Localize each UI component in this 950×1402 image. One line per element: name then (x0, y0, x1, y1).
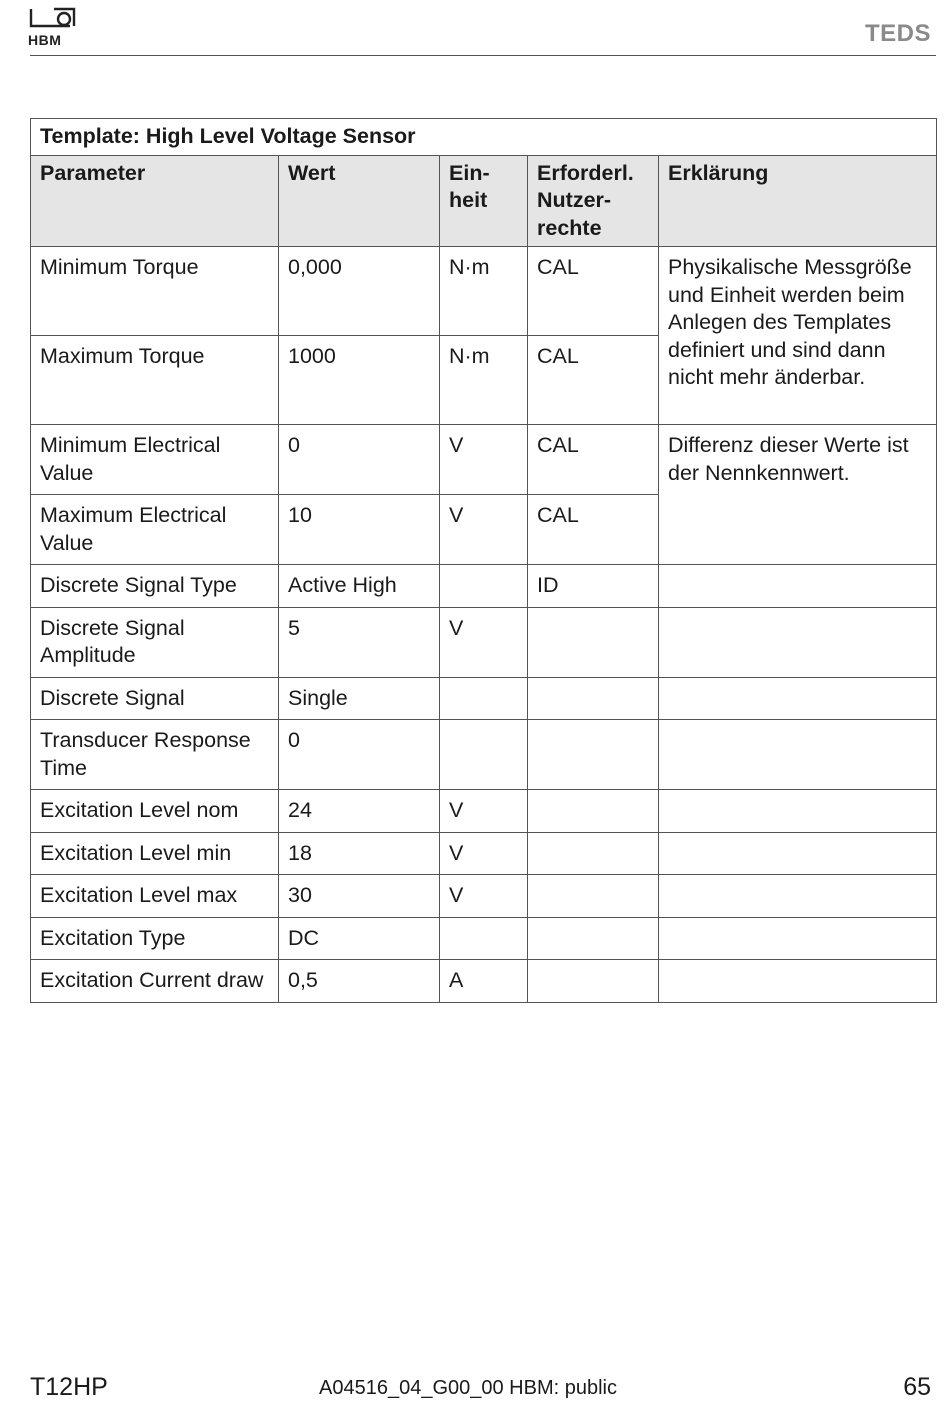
table-row (31, 565, 937, 608)
cell-parameter: Minimum Electrical Value (31, 425, 279, 495)
column-header-value: Wert (279, 155, 440, 247)
table-row (31, 917, 937, 960)
cell-parameter: Discrete Signal Type (31, 565, 279, 608)
cell-explanation (659, 832, 937, 875)
cell-rights: CAL (528, 336, 659, 425)
cell-unit: V (440, 495, 528, 565)
cell-explanation (659, 677, 937, 720)
cell-parameter: Maximum Electrical Value (31, 495, 279, 565)
logo-text: HBM (28, 32, 62, 48)
table-row (31, 960, 937, 1003)
cell-rights (528, 875, 659, 918)
table-row (31, 247, 937, 336)
cell-parameter: Discrete Signal (31, 677, 279, 720)
cell-unit (440, 720, 528, 790)
cell-value: Single (279, 677, 440, 720)
cell-unit: N·m (440, 247, 528, 336)
cell-value: 1000 (279, 336, 440, 425)
cell-rights (528, 917, 659, 960)
cell-value: 30 (279, 875, 440, 918)
cell-explanation (659, 790, 937, 833)
cell-parameter: Excitation Level max (31, 875, 279, 918)
cell-unit (440, 565, 528, 608)
cell-unit: V (440, 875, 528, 918)
cell-rights (528, 790, 659, 833)
column-header-explanation: Erklärung (659, 155, 937, 247)
cell-explanation-electrical: Differenz dieser Werte ist der Nennkennwert. (659, 425, 937, 565)
cell-value: 10 (279, 495, 440, 565)
teds-template-table (30, 118, 937, 1003)
cell-value: 0 (279, 720, 440, 790)
cell-rights (528, 677, 659, 720)
table-header-row (31, 155, 937, 247)
column-header-unit: Ein- heit (440, 155, 528, 247)
table-title-row (31, 119, 937, 156)
cell-explanation (659, 917, 937, 960)
cell-explanation (659, 720, 937, 790)
table-row (31, 790, 937, 833)
cell-parameter: Excitation Current draw (31, 960, 279, 1003)
cell-parameter: Excitation Level nom (31, 790, 279, 833)
table-row (31, 832, 937, 875)
column-header-parameter: Parameter (31, 155, 279, 247)
cell-parameter: Maximum Torque (31, 336, 279, 425)
footer-product: T12HP (30, 1373, 108, 1401)
table-title: Template: High Level Voltage Sensor (31, 119, 937, 156)
cell-rights: ID (528, 565, 659, 608)
column-header-rights: Erforderl. Nutzer- rechte (528, 155, 659, 247)
footer-doc-id: A04516_04_G00_00 HBM: public (319, 1377, 617, 1399)
cell-rights (528, 960, 659, 1003)
cell-rights: CAL (528, 425, 659, 495)
cell-explanation (659, 565, 937, 608)
cell-unit: V (440, 425, 528, 495)
cell-value: DC (279, 917, 440, 960)
header-divider (30, 55, 936, 56)
cell-parameter: Transducer Response Time (31, 720, 279, 790)
cell-value: 18 (279, 832, 440, 875)
cell-value: 0 (279, 425, 440, 495)
cell-rights (528, 607, 659, 677)
footer-page-number: 65 (903, 1373, 931, 1401)
cell-explanation (659, 960, 937, 1003)
cell-unit: A (440, 960, 528, 1003)
table-row (31, 875, 937, 918)
cell-value: 5 (279, 607, 440, 677)
cell-value: 0,5 (279, 960, 440, 1003)
cell-explanation (659, 607, 937, 677)
cell-rights (528, 720, 659, 790)
cell-unit: N·m (440, 336, 528, 425)
cell-value: 24 (279, 790, 440, 833)
cell-explanation (659, 875, 937, 918)
table-row (31, 720, 937, 790)
section-title: TEDS (864, 20, 931, 47)
cell-parameter: Minimum Torque (31, 247, 279, 336)
cell-unit: V (440, 832, 528, 875)
cell-value: 0,000 (279, 247, 440, 336)
cell-unit (440, 677, 528, 720)
hbm-logo (28, 6, 78, 48)
cell-value: Active High (279, 565, 440, 608)
cell-unit: V (440, 607, 528, 677)
cell-parameter: Excitation Level min (31, 832, 279, 875)
cell-rights: CAL (528, 247, 659, 336)
table-row (31, 607, 937, 677)
cell-unit (440, 917, 528, 960)
cell-rights (528, 832, 659, 875)
table-row (31, 677, 937, 720)
cell-explanation-torque: Physikalische Messgröße und Einheit werden beim Anlegen des Templates definiert und sind dann nicht mehr änderbar. (659, 247, 937, 425)
cell-unit: V (440, 790, 528, 833)
cell-parameter: Discrete Signal Amplitude (31, 607, 279, 677)
hbm-logo-icon (28, 6, 78, 34)
cell-parameter: Excitation Type (31, 917, 279, 960)
table-row (31, 425, 937, 495)
cell-rights: CAL (528, 495, 659, 565)
